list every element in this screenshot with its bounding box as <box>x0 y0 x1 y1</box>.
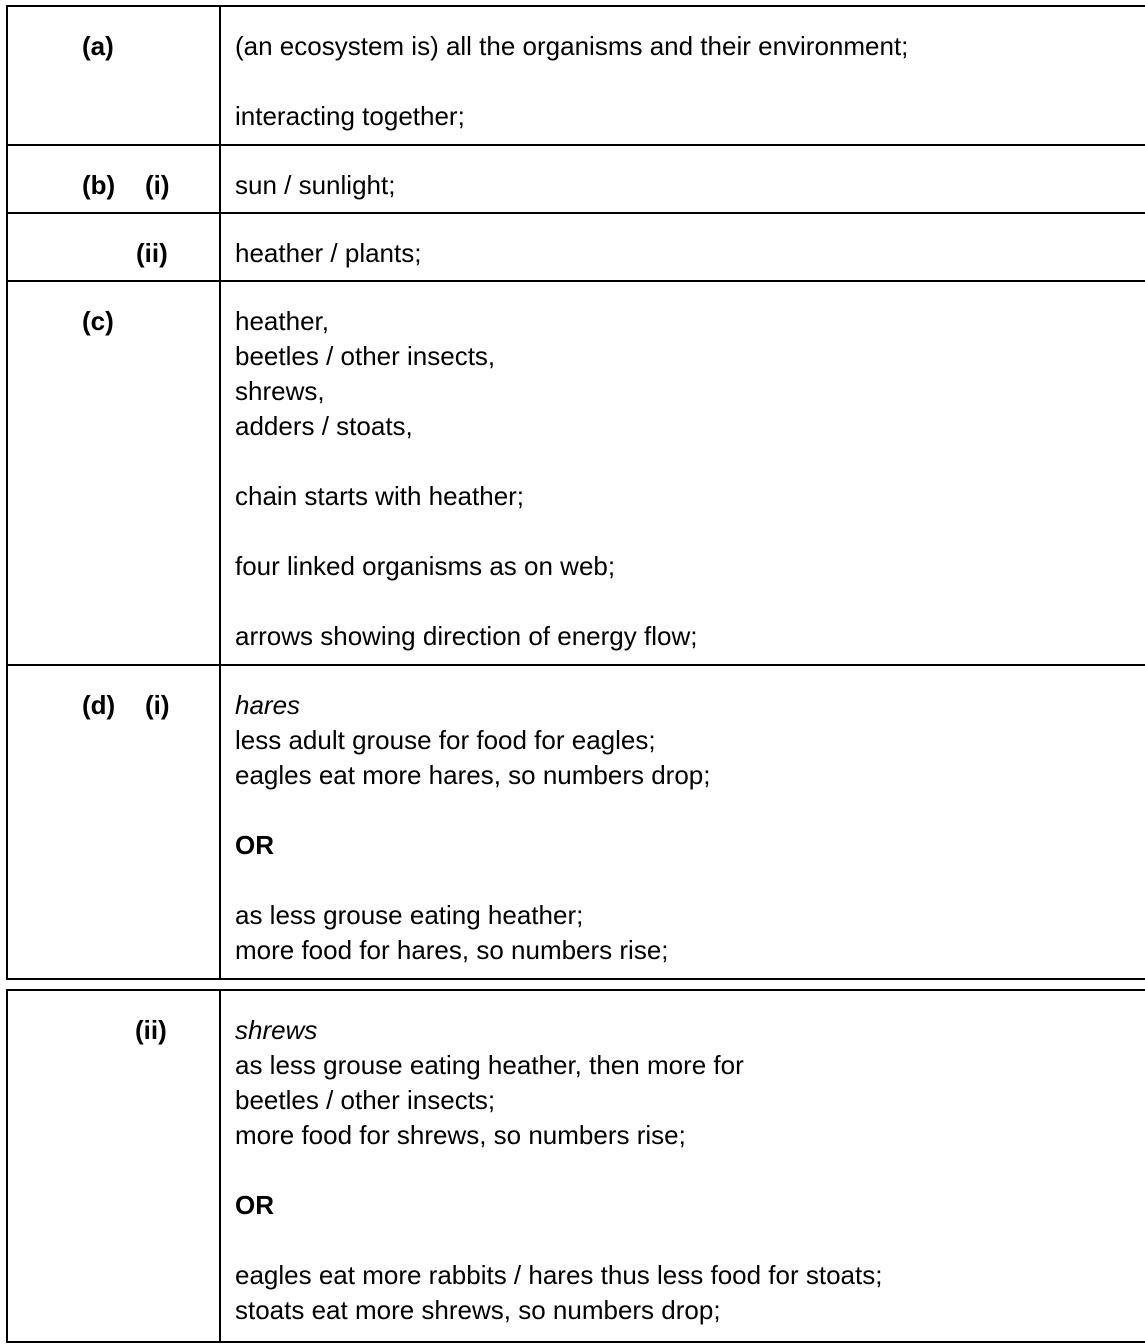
question-label-cell <box>7 281 220 665</box>
question-label-cell <box>7 6 220 145</box>
table-row <box>7 281 1145 665</box>
answer-heading: shrews <box>235 1015 318 1045</box>
answer-line: heather / plants; <box>235 238 422 268</box>
answer-line: chain starts with heather; <box>235 481 525 511</box>
or-separator: OR <box>235 1190 274 1220</box>
answer-cell <box>220 990 1145 1342</box>
answer-line: heather, <box>235 306 329 336</box>
mark-scheme-table-1 <box>6 5 1145 980</box>
answer-line: eagles eat more rabbits / hares thus less food for stoats; <box>235 1260 883 1290</box>
mark-scheme-table-2 <box>6 989 1145 1343</box>
answer-line: more food for hares, so numbers rise; <box>235 935 669 965</box>
answer-line: eagles eat more hares, so numbers drop; <box>235 760 711 790</box>
or-separator: OR <box>235 830 274 860</box>
table-row <box>7 213 1145 281</box>
answer-line: sun / sunlight; <box>235 170 396 200</box>
question-label-cell <box>7 665 220 979</box>
table-row <box>7 145 1145 213</box>
subpart-label: (ii) <box>136 238 168 268</box>
answer-cell <box>220 665 1145 979</box>
part-label: (a) <box>82 31 114 61</box>
answer-line: less adult grouse for food for eagles; <box>235 725 656 755</box>
answer-line: beetles / other insects, <box>235 341 496 371</box>
part-label: (b) <box>82 170 116 200</box>
table-row <box>7 665 1145 979</box>
answer-line: as less grouse eating heather, then more for <box>235 1050 744 1080</box>
answer-line: four linked organisms as on web; <box>235 551 616 581</box>
answer-line: stoats eat more shrews, so numbers drop; <box>235 1295 721 1325</box>
part-label: (c) <box>82 306 114 336</box>
subpart-label: (ii) <box>135 1015 167 1045</box>
answer-cell <box>220 281 1145 665</box>
question-label-cell <box>7 145 220 213</box>
question-label-cell <box>7 990 220 1342</box>
subpart-label: (i) <box>145 690 170 720</box>
table-row <box>7 6 1145 145</box>
answer-line: adders / stoats, <box>235 411 413 441</box>
answer-line: interacting together; <box>235 101 465 131</box>
answer-cell <box>220 6 1145 145</box>
question-label-cell <box>7 213 220 281</box>
subpart-label: (i) <box>145 170 170 200</box>
answer-line: arrows showing direction of energy flow; <box>235 621 698 651</box>
answer-line: shrews, <box>235 376 325 406</box>
part-label: (d) <box>82 690 116 720</box>
answer-line: beetles / other insects; <box>235 1085 496 1115</box>
answer-cell <box>220 145 1145 213</box>
answer-line: (an ecosystem is) all the organisms and their environment; <box>235 31 909 61</box>
table-row <box>7 990 1145 1342</box>
answer-heading: hares <box>235 690 301 720</box>
answer-cell <box>220 213 1145 281</box>
answer-line: more food for shrews, so numbers rise; <box>235 1120 686 1150</box>
answer-line: as less grouse eating heather; <box>235 900 584 930</box>
